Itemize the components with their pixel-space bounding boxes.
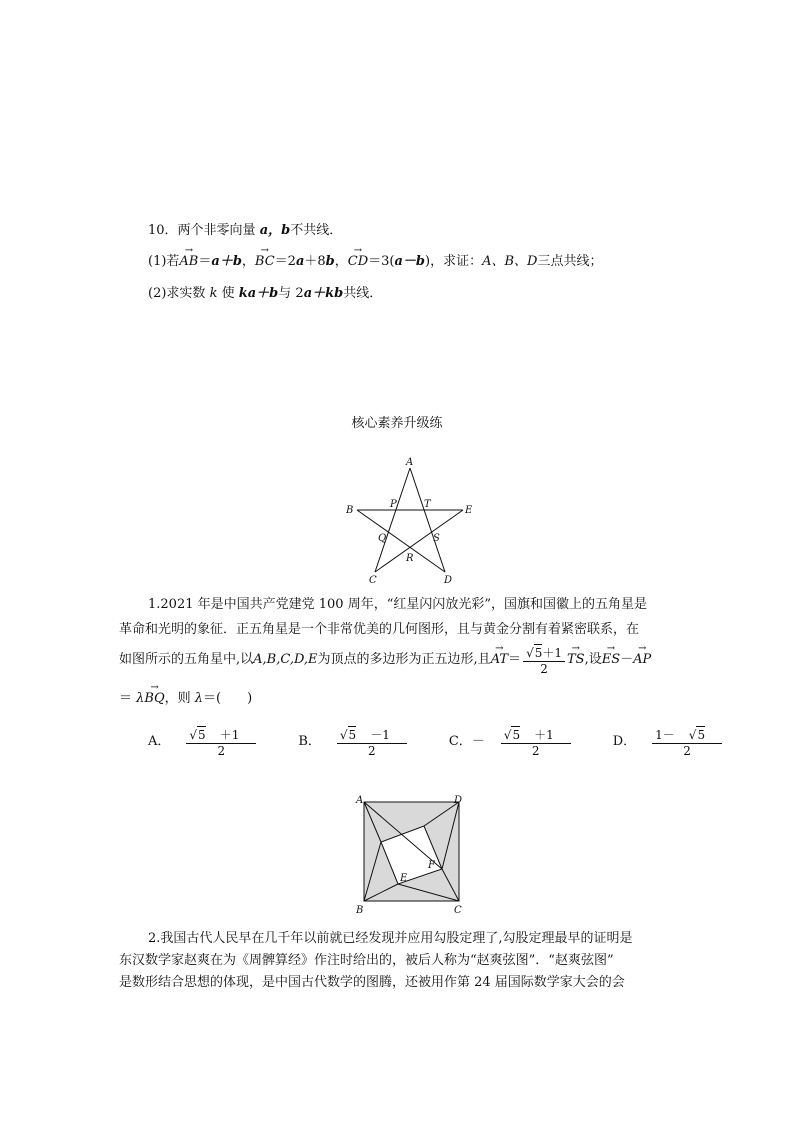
q10-stem-tail: 不共线． — [290, 223, 343, 238]
option-d-head: 1－ — [655, 727, 675, 742]
option-a-radicand: 5 — [198, 727, 206, 742]
vector-es: → ES — [602, 651, 620, 669]
option-d[interactable] — [613, 726, 750, 759]
vector-bc: → BC — [255, 253, 275, 271]
vector-cd: → CD — [348, 253, 368, 271]
q1-line-3 — [119, 640, 651, 680]
square-label-e: E — [400, 873, 408, 884]
radicand: 5 — [534, 645, 543, 660]
star-label-c: C — [369, 575, 377, 586]
q10-p2-prefix: (2)求实数 — [148, 286, 206, 301]
q1-line3-points: A,B,C,D,E — [253, 652, 318, 667]
q10-p2-expr2: a＋kb — [303, 286, 344, 301]
option-d-label: D． — [612, 734, 637, 749]
vector-bq: → BQ — [144, 690, 164, 708]
golden-ratio-fraction — [523, 644, 565, 677]
vector-at: → AT — [491, 651, 508, 669]
q1-answer-blank: ＝( ) — [203, 691, 253, 706]
q10-p1-sep1: ， — [241, 254, 255, 269]
option-c[interactable] — [449, 726, 599, 759]
q10-p2-mid: 使 — [221, 286, 235, 301]
q10-p2-expr1: ka＋b — [238, 286, 279, 301]
section-title: 核心素养升级练 — [351, 416, 443, 431]
q10-p1-sep2: ， — [334, 254, 348, 269]
star-label-a: A — [406, 457, 414, 468]
q10-p2-with: 与 2 — [278, 286, 304, 301]
square-label-f: F — [428, 860, 435, 871]
pentagram-figure — [340, 455, 480, 590]
q1-line3-a: 如图所示的五角星中,以 — [119, 652, 254, 667]
q1-line3-eq: ＝ — [508, 652, 522, 667]
option-a-label: A． — [148, 734, 171, 749]
q10-stem-vars: a，b — [259, 223, 291, 238]
q10-p1-end: 三点共线； — [537, 254, 603, 269]
q10-part2 — [148, 285, 382, 303]
q10-p1-prefix: (1)若 — [148, 254, 180, 269]
q10-p1-v2b: b — [325, 254, 335, 269]
star-label-s: S — [433, 533, 440, 544]
option-b[interactable] — [298, 726, 435, 759]
vector-ab: → AB — [179, 253, 198, 271]
option-a-fraction: $\frac{√5 +1}{2}$ — [186, 726, 270, 759]
option-d-den: 2 — [683, 743, 691, 758]
option-a-tail: ＋1 — [219, 727, 240, 742]
star-edge-ac — [375, 468, 410, 572]
numerator-tail: ＋1 — [542, 645, 562, 660]
option-d-fraction: $\frac{1- √5}{2}$ — [652, 726, 736, 759]
star-label-r: R — [406, 553, 414, 564]
q1-line3-b: 为顶点的多边形为正五边形,且 — [317, 652, 491, 667]
q10-part1 — [148, 253, 602, 271]
q10-p2-k: k — [209, 286, 218, 301]
option-a[interactable] — [148, 726, 284, 759]
zhao-shuang-figure — [350, 792, 470, 920]
option-c-label: C．－ — [448, 734, 485, 749]
option-b-label: B． — [298, 734, 321, 749]
star-edge-ec — [375, 510, 463, 572]
q1-line3-c: ,设 — [584, 652, 602, 667]
q10-p1-eq3: ＝3( — [368, 254, 395, 269]
q1-line-1: 1.2021 年是中国共产党建党 100 周年，“红星闪闪放光彩”，国旗和国徽上的五角星是 — [148, 597, 647, 612]
q10-stem-text: 10．两个非零向量 — [148, 223, 256, 238]
star-label-q: Q — [378, 533, 387, 544]
square-label-c: C — [454, 905, 462, 916]
star-label-p: P — [390, 499, 397, 510]
star-label-d: D — [444, 575, 453, 586]
star-edge-ad — [410, 468, 445, 572]
q1-line4-eq: ＝ — [119, 691, 133, 706]
star-label-b: B — [346, 505, 354, 516]
option-b-tail: －1 — [370, 727, 390, 742]
option-b-den: 2 — [368, 743, 376, 758]
q10-p2-end: 共线． — [343, 286, 383, 301]
q2-line-2: 东汉数学家赵爽在为《周髀算经》作注时给出的，被后人称为“赵爽弦图”．“赵爽弦图” — [119, 953, 614, 968]
q10-p1-eq2: ＝2 — [274, 254, 296, 269]
q10-p1-points: A、B、D — [482, 254, 538, 269]
star-label-t: T — [424, 499, 431, 510]
q10-p1-eq1: ＝ — [198, 254, 212, 269]
fraction-denominator: 2 — [540, 661, 548, 676]
star-edge-bd — [357, 510, 445, 572]
q1-lambda: λ — [136, 691, 145, 706]
q10-stem — [148, 222, 342, 240]
q1-line3-minus: － — [620, 652, 634, 667]
q2-line-3: 是数形结合思想的体现，是中国古代数学的图腾，还被用作第 24 届国际数学家大会的会 — [119, 975, 625, 990]
option-a-den: 2 — [217, 743, 226, 758]
vector-ap: → AP — [633, 651, 651, 669]
q1-line4-then: ，则 — [164, 691, 191, 706]
star-label-e: E — [465, 505, 473, 516]
fraction-numerator: √5＋1 — [523, 644, 565, 662]
vector-ts: → TS — [567, 651, 585, 669]
option-c-tail: ＋1 — [534, 727, 554, 742]
option-d-radicand: 5 — [697, 727, 706, 742]
square-label-b: B — [356, 905, 364, 916]
q10-p1-v1: a＋b — [211, 254, 242, 269]
q10-p1-v3: a－b — [394, 254, 426, 269]
q10-p1-v2a: a — [295, 254, 305, 269]
q10-p1-plus: ＋8 — [304, 254, 326, 269]
option-c-den: 2 — [531, 743, 540, 758]
q1-line-4 — [119, 690, 252, 708]
option-c-fraction: $\frac{√5 +1}{2}$ — [501, 726, 585, 759]
q1-options — [148, 722, 764, 762]
option-b-fraction: $\frac{√5 -1}{2}$ — [337, 726, 421, 759]
square-label-a: A — [356, 795, 364, 806]
option-c-radicand: 5 — [512, 727, 521, 742]
option-b-radicand: 5 — [348, 727, 357, 742]
square-label-d: D — [454, 795, 463, 806]
q1-line-2: 革命和光明的象征．正五角星是一个非常优美的几何图形，且与黄金分割有着紧密联系，在 — [119, 622, 640, 637]
q1-lambda-2: λ — [194, 691, 204, 706]
q2-line-1: 2.我国古代人民早在几千年以前就已经发现并应用勾股定理了,勾股定理最早的证明是 — [148, 931, 633, 946]
q10-p1-tail: )，求证： — [425, 254, 483, 269]
